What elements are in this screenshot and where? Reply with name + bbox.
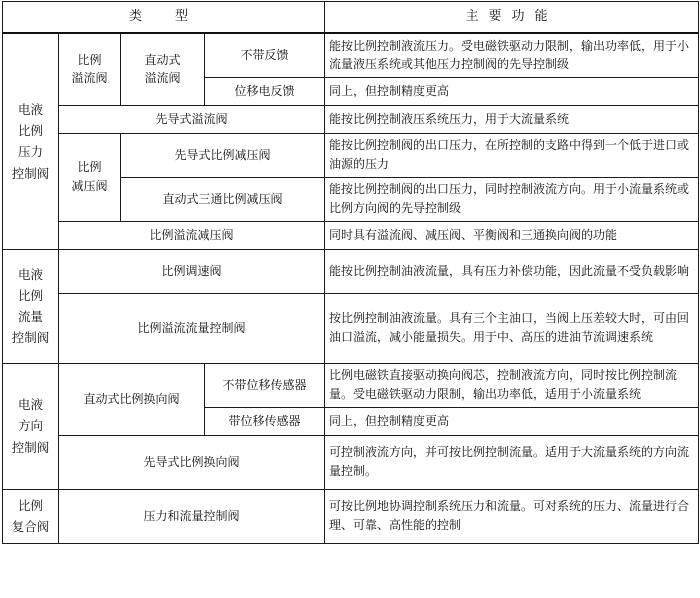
type-cell: 直动式三通比例减压阀: [121, 177, 325, 221]
table-row: [3, 249, 699, 293]
valve-function-table: [2, 1, 699, 544]
type-cell: 比例溢流流量控制阀: [59, 293, 325, 363]
type-cell: 先导式比例换向阀: [59, 435, 325, 489]
category-cell: 电液 比例 流量 控制阀: [3, 249, 59, 363]
variant-cell: 位移电反馈: [205, 77, 325, 105]
table-header-row: [3, 2, 699, 34]
variant-cell: 带位移传感器: [205, 407, 325, 435]
table-row: [3, 363, 699, 407]
table-row: [3, 33, 699, 77]
table-row: [3, 489, 699, 543]
table-row: [3, 105, 699, 133]
type-cell: 比例调速阀: [59, 249, 325, 293]
type-cell: 先导式比例减压阀: [121, 133, 325, 177]
function-cell: 同时具有溢流阀、减压阀、平衡阀和三通换向阀的功能: [325, 221, 699, 249]
variant-cell: 不带反馈: [205, 33, 325, 77]
function-header: 主要功能: [325, 2, 699, 34]
function-cell: 同上，但控制精度更高: [325, 77, 699, 105]
variant-cell: 不带位移传感器: [205, 363, 325, 407]
type-cell: 比例溢流减压阀: [59, 221, 325, 249]
function-cell: 能按比例控制液压系统压力，用于大流量系统: [325, 105, 699, 133]
subcategory-cell: 比例 溢流阀: [59, 33, 121, 105]
function-cell: 可控制液流方向，并可按比例控制流量。适用于大流量系统的方向流量控制。: [325, 435, 699, 489]
function-cell: 按比例控制油液流量。具有三个主油口，当阀上压差较大时，可由回油口溢流，减小能量损失。用于中、高压的进油节流调速系统: [325, 293, 699, 363]
function-cell: 比例电磁铁直接驱动换向阀芯，控制液流方向，同时按比例控制流量。受电磁铁驱动力限制，输出功率低，适用于小流量系统: [325, 363, 699, 407]
category-cell: 电液 方向 控制阀: [3, 363, 59, 489]
table-row: [3, 221, 699, 249]
function-cell: 可按比例地协调控制系统压力和流量。可对系统的压力、流量进行合理、可靠、高性能的控制: [325, 489, 699, 543]
mode-cell: 直动式 溢流阀: [121, 33, 205, 105]
table-row: [3, 133, 699, 177]
table-row: [3, 435, 699, 489]
type-cell: 直动式比例换向阀: [59, 363, 205, 435]
subcategory-cell: 比例 减压阀: [59, 133, 121, 221]
type-cell: 先导式溢流阀: [59, 105, 325, 133]
function-cell: 能按比例控制油液流量，具有压力补偿功能，因此流量不受负载影响: [325, 249, 699, 293]
function-cell: 能按比例控制阀的出口压力，在所控制的支路中得到一个低于进口或油源的压力: [325, 133, 699, 177]
function-cell: 同上，但控制精度更高: [325, 407, 699, 435]
category-cell: 电液 比例 压力 控制阀: [3, 33, 59, 249]
type-header: 类 型: [3, 2, 325, 34]
function-cell: 能按比例控制液流压力。受电磁铁驱动力限制，输出功率低，用于小流量液压系统或其他压力控制阀的先导控制级: [325, 33, 699, 77]
type-cell: 压力和流量控制阀: [59, 489, 325, 543]
function-cell: 能按比例控制阀的出口压力，同时控制液流方向。用于小流量系统或比例方向阀的先导控制级: [325, 177, 699, 221]
category-cell: 比例 复合阀: [3, 489, 59, 543]
table-row: [3, 293, 699, 363]
